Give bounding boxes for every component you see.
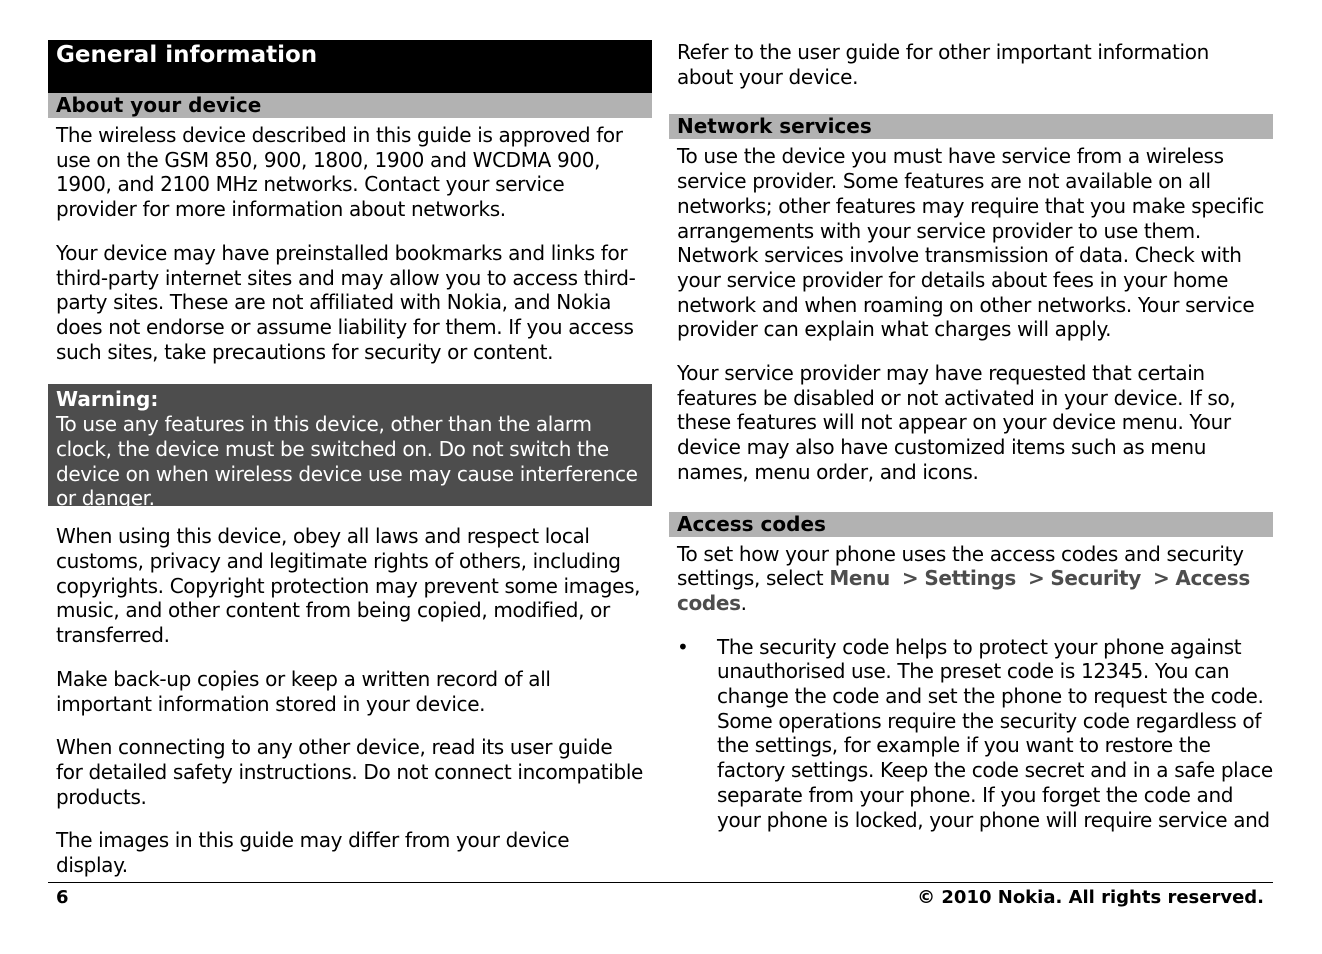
menu-path-separator: > — [1152, 566, 1170, 591]
access-intro — [669, 542, 1273, 616]
security-code-text: The security code helps to protect your phone against unauthorised use. The preset code is 12345. You can change the code and set the phone to request the code. Some operations require the security code regardless of the settings, for example if you want to restore the factory settings. Keep the code secret and in a safe place separate from your phone. If you forget the code and your phone is locked, your phone will require service and — [717, 634, 1273, 832]
left-column — [48, 40, 652, 878]
footer-divider — [48, 882, 1273, 883]
section-heading-network: Network services — [669, 114, 1273, 139]
right-column — [669, 40, 1273, 832]
copyright-notice: © 2010 Nokia. All rights reserved. — [917, 887, 1264, 908]
menu-path-security: Security — [1050, 566, 1141, 591]
about-paragraph-4: Make back-up copies or keep a written record of all important information stored in your device. — [56, 666, 551, 716]
menu-path-separator: > — [1027, 566, 1045, 591]
network-paragraph-1: To use the device you must have service from a wireless service provider. Some features are not available on all networks; other features may require that you make specific arrangements with your service provider to use them. Network services involve transmission of data. Check with your service provider for details about fees in your home network and when roaming on other networks. Your service provider can explain what charges will apply. — [677, 144, 1265, 342]
about-paragraph-5: When connecting to any other device, read its user guide for detailed safety instructions. Do not connect incompatible products. — [56, 735, 644, 809]
chapter-title: General information — [48, 40, 652, 93]
menu-path-separator: > — [901, 566, 919, 591]
list-item — [669, 635, 1273, 833]
about-paragraph-6: The images in this guide may differ from your device display. — [56, 828, 570, 878]
about-paragraph-1: The wireless device described in this guide is approved for use on the GSM 850, 900, 1800, 1900 and WCDMA 900, 1900, and 2100 MHz networks. Contact your service provider for more information about networks. — [56, 123, 623, 222]
network-paragraph-2: Your service provider may have requested that certain features be disabled or not activated in your device. If so, these features will not appear on your device menu. Your device may also have customized items such as menu names, menu order, and icons. — [677, 361, 1236, 484]
about-paragraph-2: Your device may have preinstalled bookmarks and links for third-party internet sites and may allow you to access third-party sites. These are not affiliated with Nokia, and Nokia does not endorse or assume liability for them. If you access such sites, take precautions for security or content. — [56, 240, 636, 364]
page-number: 6 — [56, 887, 69, 908]
about-paragraph-7: Refer to the user guide for other important information about your device. — [677, 40, 1209, 89]
warning-title: Warning: — [56, 387, 159, 412]
access-intro-text: To set how your phone uses the access codes and security settings, select — [677, 541, 1244, 591]
menu-path-menu: Menu — [829, 566, 890, 591]
menu-path-settings: Settings — [924, 566, 1016, 591]
warning-text: To use any features in this device, other than the alarm clock, the device must be switched on. Do not switch the device on when wireless device use may cause interference or danger. — [56, 412, 638, 511]
about-paragraph-3: When using this device, obey all laws and respect local customs, privacy and legitimate rights of others, including copyrights. Copyright protection may prevent some images, music, and other content from being copied, modified, or transferred. — [56, 524, 641, 648]
bullet-icon: • — [677, 634, 689, 659]
warning-box — [48, 384, 652, 511]
section-heading-access: Access codes — [669, 512, 1273, 537]
access-intro-end: . — [740, 590, 747, 615]
menu-path-access-codes: Access codes — [677, 566, 1250, 615]
section-heading-about: About your device — [48, 93, 652, 118]
